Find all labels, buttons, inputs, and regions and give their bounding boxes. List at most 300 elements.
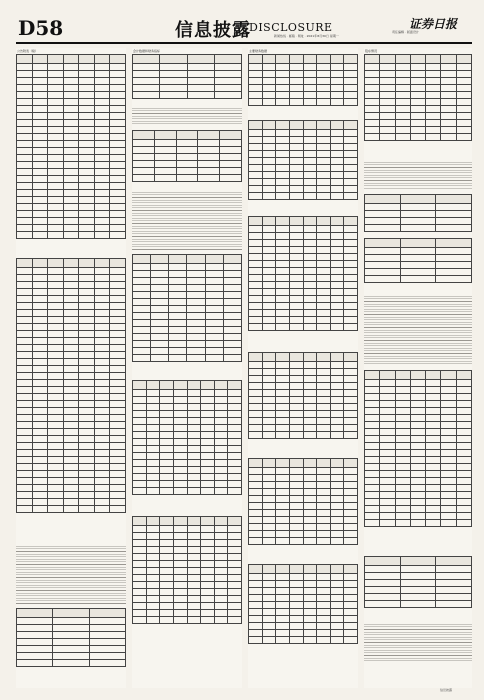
table-cell bbox=[160, 460, 174, 467]
table-cell bbox=[228, 526, 242, 533]
table-cell bbox=[303, 418, 317, 425]
table-cell bbox=[317, 282, 331, 289]
table-cell bbox=[262, 217, 276, 226]
table-cell bbox=[32, 268, 48, 275]
table-cell bbox=[79, 331, 95, 338]
table-cell bbox=[133, 418, 147, 425]
table-cell bbox=[94, 485, 110, 492]
table-cell bbox=[32, 134, 48, 141]
table-cell bbox=[410, 113, 425, 120]
table-cell bbox=[214, 55, 241, 64]
table-cell bbox=[456, 134, 471, 141]
table-cell bbox=[303, 64, 317, 71]
table-cell bbox=[289, 165, 303, 172]
table-cell bbox=[133, 404, 147, 411]
table-cell bbox=[173, 453, 187, 460]
table-row bbox=[17, 176, 126, 183]
table-cell bbox=[187, 334, 205, 341]
table-row bbox=[17, 190, 126, 197]
table-cell bbox=[169, 255, 187, 264]
table-cell bbox=[17, 618, 53, 625]
table-row bbox=[133, 568, 242, 575]
table-cell bbox=[146, 432, 160, 439]
table-cell bbox=[262, 362, 276, 369]
table-cell bbox=[133, 341, 151, 348]
column-caption: 股东情况 bbox=[365, 49, 378, 53]
table-cell bbox=[169, 341, 187, 348]
table-cell bbox=[249, 369, 263, 376]
table-cell bbox=[223, 292, 241, 299]
table-cell bbox=[32, 204, 48, 211]
table-cell bbox=[228, 575, 242, 582]
table-cell bbox=[201, 474, 215, 481]
table-row bbox=[365, 401, 472, 408]
table-cell bbox=[63, 296, 79, 303]
table-cell bbox=[94, 218, 110, 225]
table-row bbox=[365, 99, 472, 106]
table-cell bbox=[214, 418, 228, 425]
table-cell bbox=[205, 313, 223, 320]
table-cell bbox=[79, 443, 95, 450]
table-cell bbox=[48, 345, 64, 352]
table-cell bbox=[303, 85, 317, 92]
table-row bbox=[365, 566, 472, 573]
table-cell bbox=[205, 306, 223, 313]
table-cell bbox=[303, 247, 317, 254]
table-cell bbox=[17, 492, 33, 499]
table-cell bbox=[187, 397, 201, 404]
table-cell bbox=[187, 460, 201, 467]
table-row bbox=[133, 390, 242, 397]
table-row bbox=[249, 503, 358, 510]
table-row bbox=[17, 387, 126, 394]
table-row bbox=[249, 432, 358, 439]
table-cell bbox=[330, 254, 344, 261]
table-cell bbox=[32, 394, 48, 401]
table-cell bbox=[146, 446, 160, 453]
table-cell bbox=[262, 623, 276, 630]
table-cell bbox=[289, 524, 303, 531]
table-cell bbox=[262, 496, 276, 503]
table-cell bbox=[17, 345, 33, 352]
table-cell bbox=[94, 183, 110, 190]
table-cell bbox=[249, 78, 263, 85]
table-cell bbox=[214, 526, 228, 533]
table-cell bbox=[214, 71, 241, 78]
table-cell bbox=[400, 276, 436, 283]
table-cell bbox=[303, 282, 317, 289]
table-cell bbox=[344, 137, 358, 144]
table-row bbox=[17, 359, 126, 366]
table-cell bbox=[63, 387, 79, 394]
table-cell bbox=[228, 603, 242, 610]
table-cell bbox=[32, 429, 48, 436]
data-table bbox=[248, 352, 358, 452]
table-cell bbox=[289, 369, 303, 376]
table-cell bbox=[289, 616, 303, 623]
table-cell bbox=[303, 459, 317, 468]
table-cell bbox=[17, 148, 33, 155]
table-cell bbox=[289, 92, 303, 99]
table-cell bbox=[441, 464, 456, 471]
table-cell bbox=[17, 485, 33, 492]
table-cell bbox=[63, 141, 79, 148]
table-cell bbox=[400, 248, 436, 255]
table-cell bbox=[110, 176, 126, 183]
table-cell bbox=[410, 464, 425, 471]
table-cell bbox=[303, 179, 317, 186]
table-cell bbox=[380, 394, 395, 401]
table-cell bbox=[344, 303, 358, 310]
table-cell bbox=[262, 193, 276, 200]
table-cell bbox=[94, 113, 110, 120]
table-cell bbox=[303, 616, 317, 623]
table-cell bbox=[249, 268, 263, 275]
table-cell bbox=[276, 459, 290, 468]
table-row bbox=[17, 450, 126, 457]
table-row bbox=[17, 85, 126, 92]
table-cell bbox=[249, 383, 263, 390]
table-cell bbox=[110, 55, 126, 64]
table-cell bbox=[317, 376, 331, 383]
table-cell bbox=[32, 443, 48, 450]
table-cell bbox=[154, 154, 176, 161]
table-cell bbox=[249, 531, 263, 538]
table-cell bbox=[400, 211, 436, 218]
table-cell bbox=[344, 459, 358, 468]
table-cell bbox=[262, 186, 276, 193]
table-cell bbox=[249, 289, 263, 296]
table-cell bbox=[380, 106, 395, 113]
table-cell bbox=[262, 588, 276, 595]
table-cell bbox=[395, 513, 410, 520]
table-row bbox=[133, 131, 242, 140]
table-row bbox=[17, 660, 126, 667]
table-cell bbox=[94, 106, 110, 113]
table-cell bbox=[303, 468, 317, 475]
table-cell bbox=[32, 64, 48, 71]
table-cell bbox=[133, 568, 147, 575]
data-table bbox=[364, 238, 472, 288]
table-row bbox=[249, 510, 358, 517]
table-cell bbox=[317, 289, 331, 296]
table-cell bbox=[249, 144, 263, 151]
table-cell bbox=[187, 306, 205, 313]
table-cell bbox=[48, 225, 64, 232]
table-cell bbox=[426, 120, 441, 127]
table-cell bbox=[344, 588, 358, 595]
table-cell bbox=[187, 271, 205, 278]
table-cell bbox=[187, 320, 205, 327]
table-cell bbox=[303, 303, 317, 310]
table-cell bbox=[160, 589, 174, 596]
table-row bbox=[17, 618, 126, 625]
table-cell bbox=[410, 106, 425, 113]
table-cell bbox=[94, 134, 110, 141]
table-cell bbox=[173, 533, 187, 540]
table-cell bbox=[151, 255, 169, 264]
table-cell bbox=[330, 517, 344, 524]
table-row bbox=[17, 275, 126, 282]
table-cell bbox=[187, 78, 214, 85]
table-cell bbox=[344, 418, 358, 425]
table-cell bbox=[317, 261, 331, 268]
table-cell bbox=[32, 225, 48, 232]
table-cell bbox=[426, 471, 441, 478]
table-cell bbox=[365, 601, 401, 608]
table-cell bbox=[410, 457, 425, 464]
table-row bbox=[133, 92, 242, 99]
table-cell bbox=[276, 369, 290, 376]
table-row bbox=[133, 355, 242, 362]
table-cell bbox=[276, 193, 290, 200]
table-cell bbox=[214, 554, 228, 561]
table-cell bbox=[214, 582, 228, 589]
table-cell bbox=[330, 137, 344, 144]
table-cell bbox=[17, 106, 33, 113]
table-cell bbox=[330, 353, 344, 362]
table-row bbox=[249, 411, 358, 418]
table-row bbox=[249, 609, 358, 616]
table-cell bbox=[228, 446, 242, 453]
table-cell bbox=[249, 482, 263, 489]
table-cell bbox=[303, 383, 317, 390]
table-cell bbox=[187, 313, 205, 320]
table-row bbox=[17, 183, 126, 190]
table-cell bbox=[365, 450, 380, 457]
table-cell bbox=[410, 85, 425, 92]
table-cell bbox=[214, 411, 228, 418]
table-cell bbox=[187, 488, 201, 495]
table-row bbox=[17, 331, 126, 338]
table-cell bbox=[48, 127, 64, 134]
table-cell bbox=[365, 127, 380, 134]
table-cell bbox=[344, 510, 358, 517]
table-cell bbox=[94, 268, 110, 275]
table-cell bbox=[110, 275, 126, 282]
table-cell bbox=[63, 310, 79, 317]
table-cell bbox=[133, 517, 147, 526]
table-cell bbox=[187, 425, 201, 432]
table-cell bbox=[317, 425, 331, 432]
table-cell bbox=[187, 533, 201, 540]
table-cell bbox=[146, 526, 160, 533]
table-row bbox=[249, 459, 358, 468]
table-cell bbox=[436, 211, 472, 218]
table-row bbox=[365, 387, 472, 394]
table-cell bbox=[173, 617, 187, 624]
table-cell bbox=[303, 475, 317, 482]
table-cell bbox=[289, 595, 303, 602]
table-cell bbox=[110, 450, 126, 457]
table-cell bbox=[365, 499, 380, 506]
table-cell bbox=[110, 211, 126, 218]
table-cell bbox=[330, 411, 344, 418]
table-cell bbox=[330, 581, 344, 588]
table-cell bbox=[94, 310, 110, 317]
table-cell bbox=[17, 204, 33, 211]
table-cell bbox=[53, 632, 89, 639]
table-cell bbox=[48, 499, 64, 506]
table-cell bbox=[205, 299, 223, 306]
table-cell bbox=[289, 637, 303, 644]
table-cell bbox=[365, 485, 380, 492]
page-header bbox=[12, 14, 472, 40]
table-cell bbox=[330, 247, 344, 254]
table-cell bbox=[276, 418, 290, 425]
table-row bbox=[17, 429, 126, 436]
table-cell bbox=[330, 186, 344, 193]
table-row bbox=[133, 154, 242, 161]
table-cell bbox=[173, 390, 187, 397]
table-cell bbox=[214, 467, 228, 474]
table-cell bbox=[79, 99, 95, 106]
table-cell bbox=[133, 397, 147, 404]
table-cell bbox=[262, 121, 276, 130]
table-cell bbox=[110, 366, 126, 373]
table-cell bbox=[344, 158, 358, 165]
table-cell bbox=[395, 471, 410, 478]
table-cell bbox=[146, 547, 160, 554]
table-row bbox=[249, 78, 358, 85]
table-cell bbox=[146, 439, 160, 446]
table-cell bbox=[17, 415, 33, 422]
table-row bbox=[133, 610, 242, 617]
table-row bbox=[249, 324, 358, 331]
table-cell bbox=[79, 218, 95, 225]
data-table bbox=[248, 458, 358, 558]
table-row bbox=[133, 617, 242, 624]
table-row bbox=[17, 259, 126, 268]
table-row bbox=[249, 489, 358, 496]
table-row bbox=[133, 575, 242, 582]
table-cell bbox=[32, 85, 48, 92]
table-cell bbox=[48, 443, 64, 450]
table-cell bbox=[110, 155, 126, 162]
table-cell bbox=[365, 195, 401, 204]
table-cell bbox=[228, 568, 242, 575]
table-row bbox=[249, 383, 358, 390]
table-cell bbox=[187, 432, 201, 439]
table-cell bbox=[133, 603, 147, 610]
table-cell bbox=[79, 141, 95, 148]
text-block bbox=[364, 160, 472, 190]
column-caption: 公告附表（续） bbox=[17, 49, 39, 53]
table-cell bbox=[32, 359, 48, 366]
table-cell bbox=[94, 457, 110, 464]
table-cell bbox=[133, 460, 147, 467]
table-cell bbox=[317, 623, 331, 630]
table-cell bbox=[303, 609, 317, 616]
table-cell bbox=[187, 404, 201, 411]
table-cell bbox=[32, 106, 48, 113]
table-cell bbox=[365, 78, 380, 85]
table-cell bbox=[344, 376, 358, 383]
table-cell bbox=[456, 422, 471, 429]
table-cell bbox=[303, 510, 317, 517]
table-row bbox=[249, 404, 358, 411]
table-cell bbox=[110, 457, 126, 464]
table-cell bbox=[32, 345, 48, 352]
data-table bbox=[16, 54, 126, 254]
table-cell bbox=[436, 262, 472, 269]
table-cell bbox=[317, 602, 331, 609]
table-cell bbox=[289, 496, 303, 503]
table-row bbox=[133, 453, 242, 460]
table-cell bbox=[249, 233, 263, 240]
table-cell bbox=[262, 510, 276, 517]
table-cell bbox=[276, 510, 290, 517]
table-cell bbox=[133, 488, 147, 495]
table-cell bbox=[133, 71, 160, 78]
table-row bbox=[249, 165, 358, 172]
table-cell bbox=[276, 475, 290, 482]
table-cell bbox=[303, 71, 317, 78]
table-cell bbox=[79, 352, 95, 359]
table-cell bbox=[201, 381, 215, 390]
table-cell bbox=[289, 85, 303, 92]
table-cell bbox=[79, 471, 95, 478]
table-cell bbox=[249, 353, 263, 362]
table-row bbox=[133, 554, 242, 561]
table-row bbox=[17, 345, 126, 352]
table-cell bbox=[289, 459, 303, 468]
table-cell bbox=[441, 450, 456, 457]
table-cell bbox=[276, 296, 290, 303]
table-row bbox=[17, 99, 126, 106]
table-cell bbox=[303, 310, 317, 317]
table-cell bbox=[344, 383, 358, 390]
table-cell bbox=[48, 162, 64, 169]
data-table bbox=[16, 608, 126, 668]
table-cell bbox=[317, 411, 331, 418]
table-row bbox=[133, 474, 242, 481]
table-cell bbox=[214, 425, 228, 432]
table-cell bbox=[133, 327, 151, 334]
table-cell bbox=[330, 482, 344, 489]
table-cell bbox=[317, 151, 331, 158]
table-cell bbox=[317, 383, 331, 390]
table-cell bbox=[133, 547, 147, 554]
table-cell bbox=[317, 475, 331, 482]
table-cell bbox=[17, 373, 33, 380]
table-cell bbox=[436, 276, 472, 283]
table-cell bbox=[48, 408, 64, 415]
table-cell bbox=[365, 55, 380, 64]
table-cell bbox=[53, 609, 89, 618]
table-cell bbox=[48, 289, 64, 296]
table-cell bbox=[317, 459, 331, 468]
table-cell bbox=[79, 492, 95, 499]
table-cell bbox=[249, 397, 263, 404]
table-row bbox=[17, 289, 126, 296]
table-row bbox=[365, 394, 472, 401]
table-cell bbox=[276, 531, 290, 538]
table-cell bbox=[53, 625, 89, 632]
table-cell bbox=[330, 524, 344, 531]
table-cell bbox=[63, 499, 79, 506]
table-cell bbox=[79, 148, 95, 155]
table-cell bbox=[276, 538, 290, 545]
table-cell bbox=[249, 565, 263, 574]
table-cell bbox=[289, 158, 303, 165]
table-cell bbox=[436, 580, 472, 587]
table-cell bbox=[410, 394, 425, 401]
table-cell bbox=[410, 387, 425, 394]
table-cell bbox=[289, 397, 303, 404]
table-cell bbox=[79, 366, 95, 373]
table-cell bbox=[249, 609, 263, 616]
